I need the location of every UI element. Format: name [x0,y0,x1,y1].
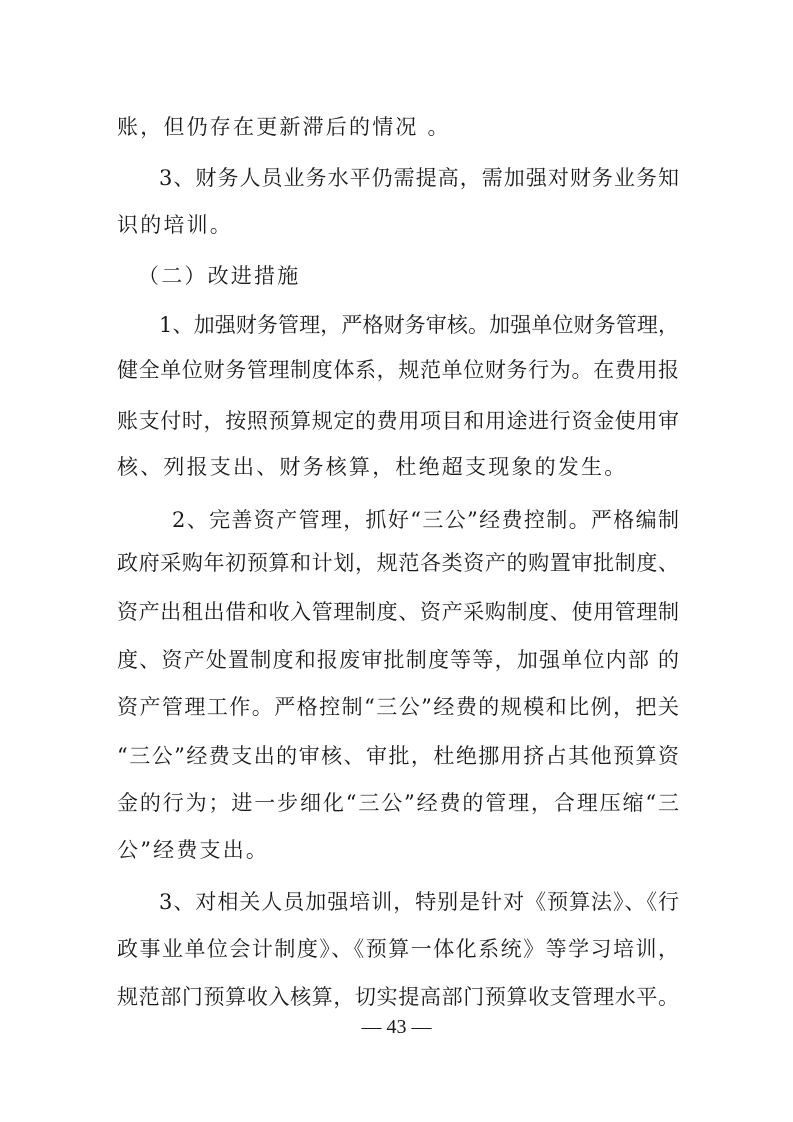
text-line: 健全单位财务管理制度体系，规范单位财务行为。在费用报 [117,358,679,382]
text-line: 识的培训。 [117,213,233,237]
text-line: 3、财务人员业务水平仍需提高，需加强对财务业务知 [159,166,679,190]
text-line: 资产管理工作。严格控制“三公”经费的规模和比例，把关 [117,695,679,719]
text-line: 规范部门预算收入核算，切实提高部门预算收支管理水平。 [117,985,679,1009]
text-line: 账支付时，按照预算规定的费用项目和用途进行资金使用审 [117,409,679,433]
text-line: 1、加强财务管理，严格财务审核。加强单位财务管理， [159,313,679,337]
text-line: 公”经费支出。 [117,838,270,862]
text-line: 政府采购年初预算和计划，规范各类资产的购置审批制度、 [117,551,679,575]
text-line: “三公”经费支出的审核、审批，杜绝挪用挤占其他预算资 [117,744,679,768]
section-heading: （二）改进措施 [138,264,301,288]
text-line: 2、完善资产管理，抓好“三公”经费控制。严格编制 [172,508,679,532]
text-line: 资产出租出借和收入管理制度、资产采购制度、使用管理制 [117,600,679,624]
text-line: 金的行为；进一步细化“三公”经费的管理，合理压缩“三 [117,791,679,815]
text-line: 3、对相关人员加强培训，特别是针对《预算法》、《行 [159,890,679,914]
page-number: — 43 — [361,1016,432,1038]
text-line: 账，但仍存在更新滞后的情况 。 [117,115,451,139]
text-line: 核、列报支出、财务核算，杜绝超支现象的发生。 [117,455,628,479]
text-line: 政事业单位会计制度》、《预算一体化系统》等学习培训， [117,937,679,961]
text-line: 度、资产处置制度和报废审批制度等等，加强单位内部 的 [117,648,679,672]
